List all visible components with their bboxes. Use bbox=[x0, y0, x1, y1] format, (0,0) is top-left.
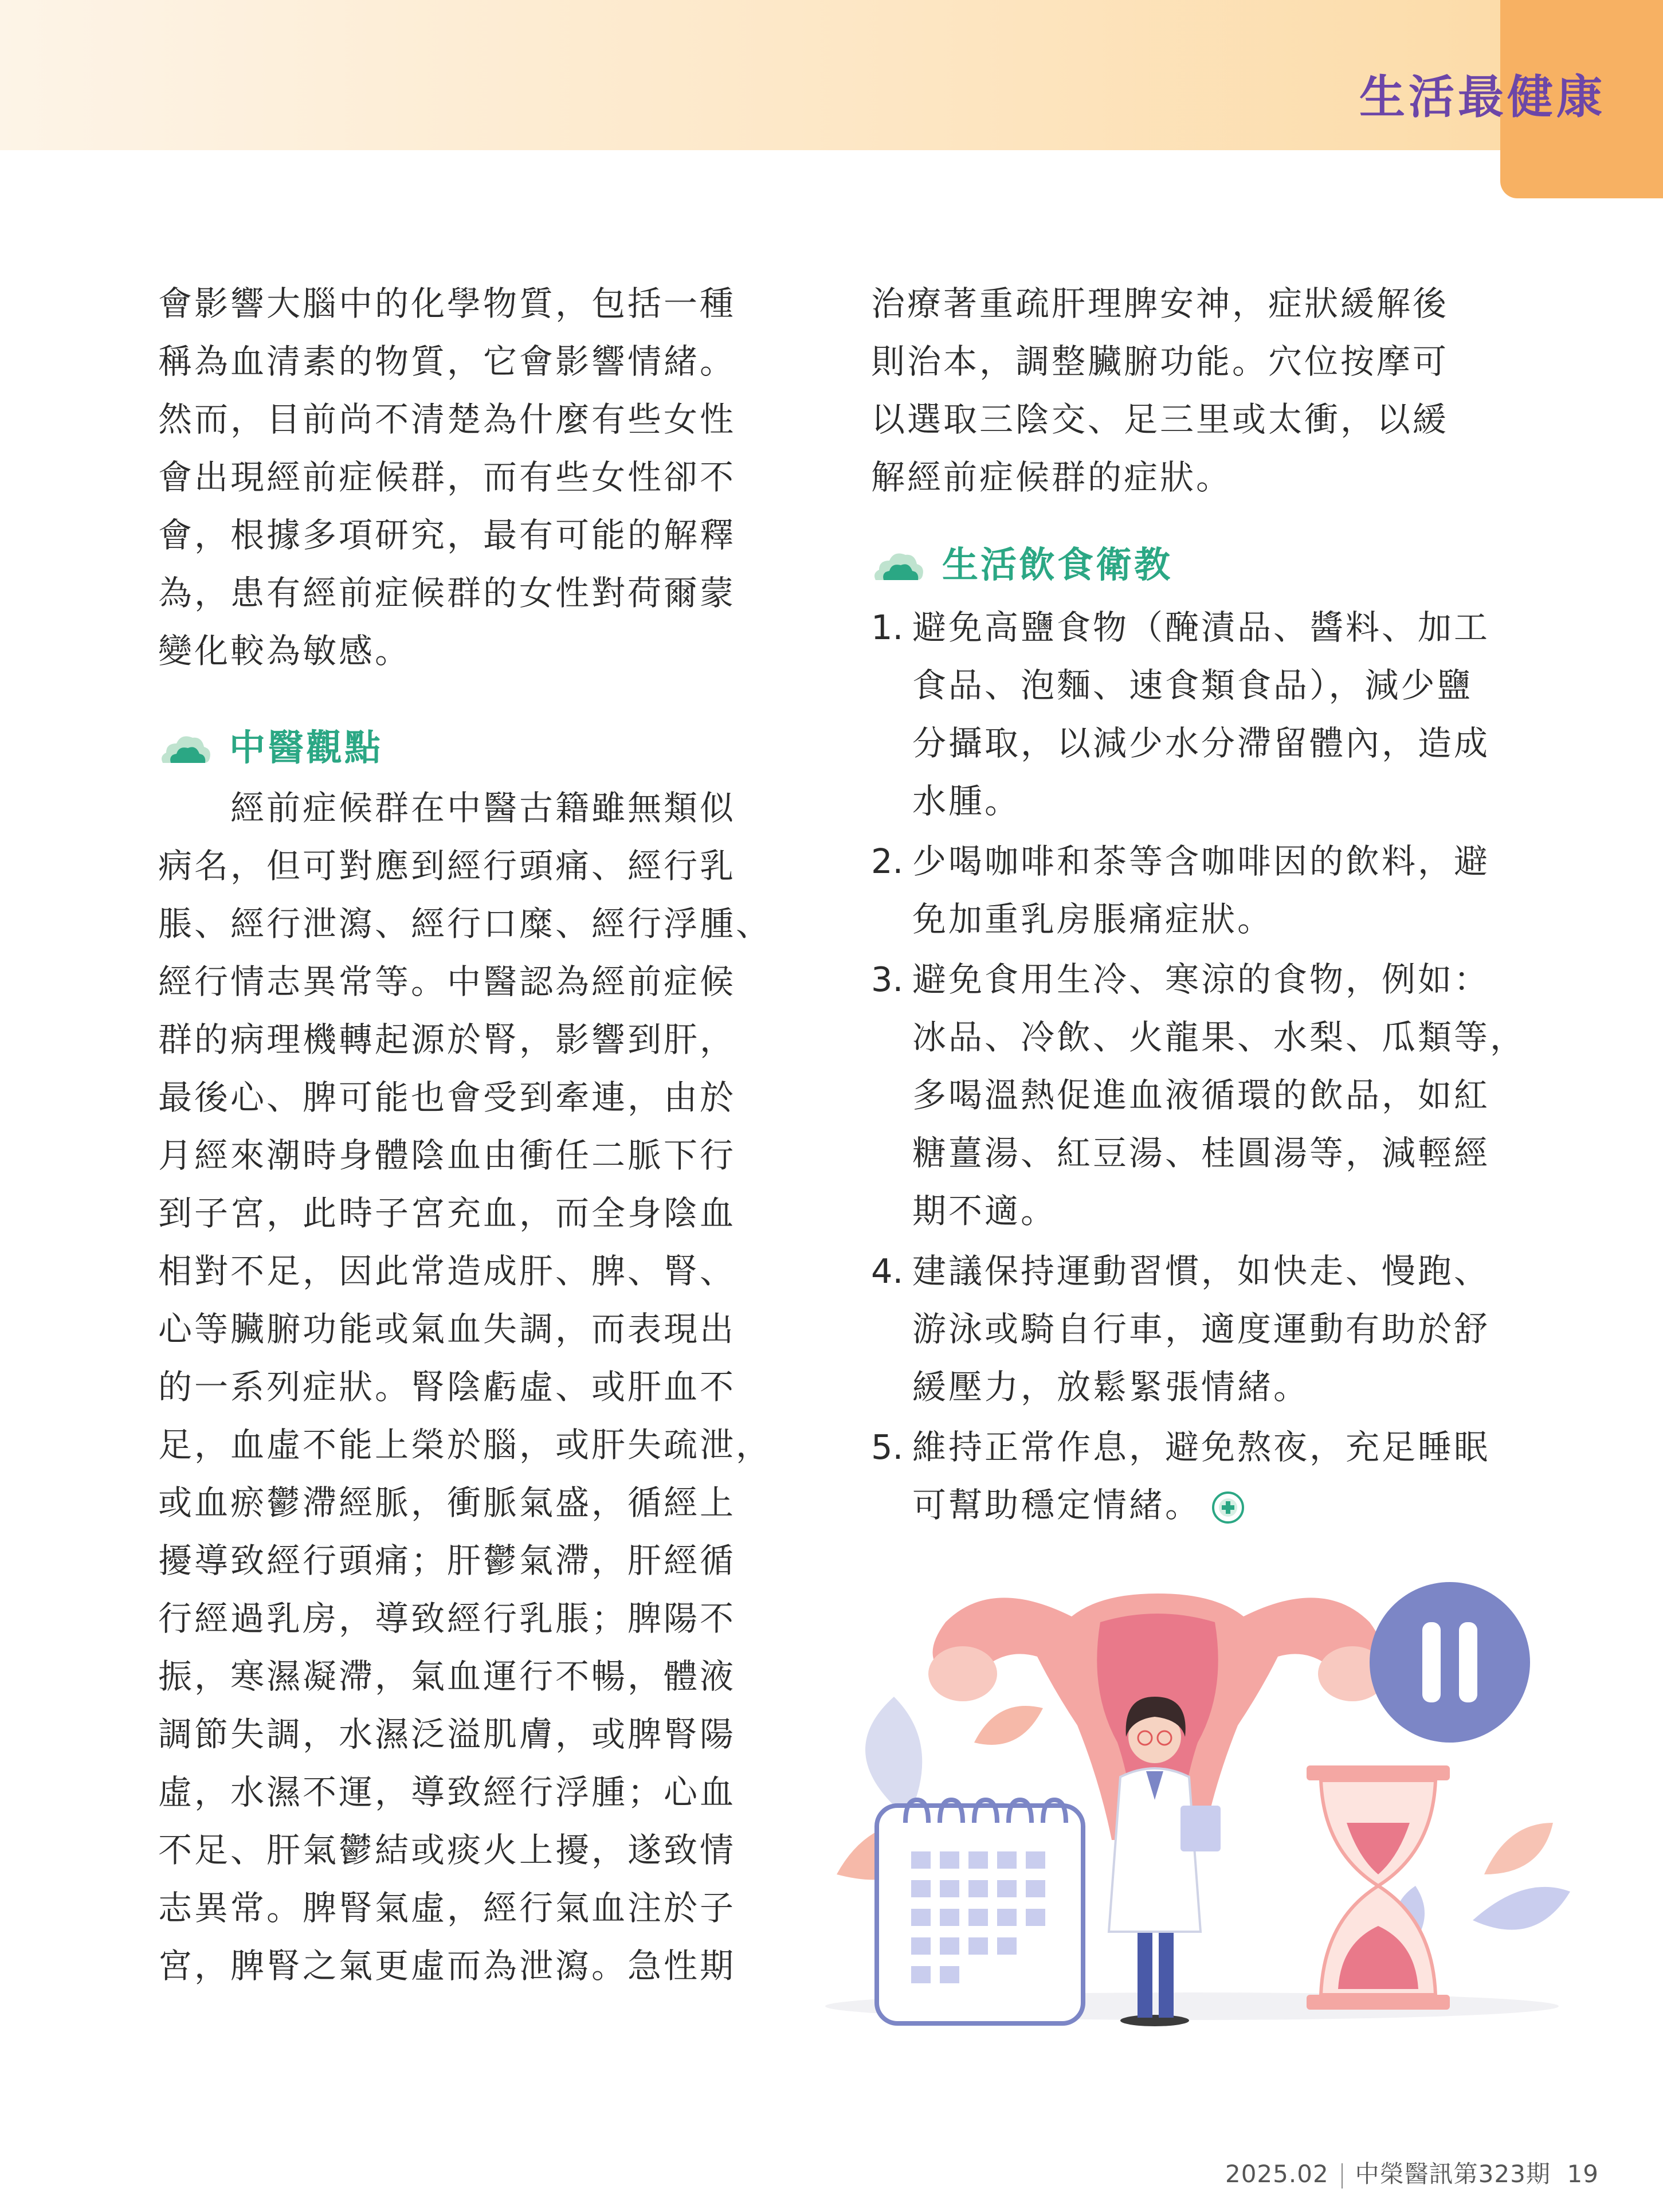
list-item bbox=[871, 950, 1527, 1240]
text-line: 調節失調，水濕泛溢肌膚，或脾腎陽 bbox=[158, 1714, 736, 1754]
list-item-text bbox=[912, 950, 1526, 1240]
text-line: 經前症候群在中醫古籍雖無類似 bbox=[158, 788, 736, 828]
text-line: 水腫。 bbox=[912, 781, 1021, 821]
hourglass-icon bbox=[1307, 1765, 1450, 2010]
text-line: 糖薑湯、紅豆湯、桂圓湯等，減輕經 bbox=[912, 1133, 1491, 1173]
text-line: 群的病理機轉起源於腎，影響到肝， bbox=[158, 1020, 736, 1059]
list-item-text bbox=[912, 832, 1490, 948]
section-title: 生活最健康 bbox=[1359, 71, 1606, 124]
text-line: 食品、泡麵、速食類食品），減少鹽 bbox=[912, 665, 1473, 705]
list-item bbox=[871, 832, 1513, 948]
text-line: 避免食用生冷、寒涼的食物，例如： bbox=[912, 960, 1491, 999]
continuation-paragraph bbox=[871, 275, 1513, 506]
text-line: 志異常。脾腎氣虛，經行氣血注於子 bbox=[158, 1888, 736, 1928]
page-number: 19 bbox=[1567, 2160, 1599, 2188]
list-item-number: 5. bbox=[871, 1427, 904, 1467]
text-line: 會，根據多項研究，最有可能的解釋 bbox=[158, 515, 736, 555]
text-line: 免加重乳房脹痛症狀。 bbox=[912, 899, 1274, 939]
text-line: 以選取三陰交、足三里或太衝，以緩 bbox=[871, 400, 1449, 439]
list-item-text bbox=[912, 1418, 1490, 1534]
text-line: 維持正常作息，避免熬夜，充足睡眠 bbox=[912, 1427, 1491, 1467]
text-line: 足，血虛不能上榮於腦，或肝失疏泄， bbox=[158, 1425, 772, 1465]
text-line: 建議保持運動習慣，如快走、慢跑、 bbox=[912, 1251, 1491, 1291]
text-line: 冰品、冷飲、火龍果、水梨、瓜類等， bbox=[912, 1017, 1527, 1057]
text-line: 多喝溫熱促進血液循環的飲品，如紅 bbox=[912, 1075, 1491, 1115]
right-column bbox=[871, 275, 1527, 1536]
text-line: 虛，水濕不運，導致經行浮腫；心血 bbox=[158, 1772, 736, 1812]
text-line: 然而，目前尚不清楚為什麼有些女性 bbox=[158, 400, 736, 439]
text-line: 最後心、脾可能也會受到牽連，由於 bbox=[158, 1078, 736, 1117]
footer-journal: 中榮醫訊第323期 bbox=[1355, 2160, 1551, 2188]
intro-paragraph bbox=[158, 275, 800, 680]
text-line: 則治本，調整臟腑功能。穴位按摩可 bbox=[871, 342, 1449, 381]
text-line: 宮，脾腎之氣更虛而為泄瀉。急性期 bbox=[158, 1946, 736, 1986]
list-item-number: 2. bbox=[871, 841, 904, 881]
text-line: 或血瘀鬱滯經脈，衝脈氣盛，循經上 bbox=[158, 1483, 736, 1522]
text-line: 病名，但可對應到經行頭痛、經行乳 bbox=[158, 846, 736, 886]
calendar-icon bbox=[877, 1800, 1083, 2023]
pause-icon bbox=[1370, 1582, 1530, 1743]
text-line: 稱為血清素的物質，它會影響情緒。 bbox=[158, 342, 736, 381]
cloud-icon bbox=[158, 730, 212, 766]
list-item bbox=[871, 598, 1513, 830]
list-item-number: 4. bbox=[871, 1251, 904, 1291]
text-line: 少喝咖啡和茶等含咖啡因的飲料，避 bbox=[912, 841, 1491, 881]
list-item-number: 1. bbox=[871, 608, 904, 647]
text-line: 脹、經行泄瀉、經行口糜、經行浮腫、 bbox=[158, 904, 772, 943]
text-line: 緩壓力，放鬆緊張情緒。 bbox=[912, 1367, 1310, 1407]
text-line: 月經來潮時身體陰血由衝任二脈下行 bbox=[158, 1136, 736, 1175]
text-line: 不足、肝氣鬱結或痰火上擾，遂致情 bbox=[158, 1830, 736, 1870]
text-line: 為，患有經前症候群的女性對荷爾蒙 bbox=[158, 573, 736, 613]
list-item bbox=[871, 1418, 1513, 1534]
text-line: 會影響大腦中的化學物質，包括一種 bbox=[158, 284, 736, 323]
left-column bbox=[158, 275, 800, 1995]
text-line: 期不適。 bbox=[912, 1191, 1057, 1231]
text-line: 行經過乳房，導致經行乳脹；脾陽不 bbox=[158, 1599, 736, 1638]
illustration-doctor-uterus bbox=[802, 1553, 1582, 2035]
section-heading-lifestyle bbox=[871, 536, 1513, 594]
text-line: 治療著重疏肝理脾安神，症狀緩解後 bbox=[871, 284, 1449, 323]
footer-issue: 2025.02 bbox=[1225, 2160, 1329, 2188]
text-line: 振，寒濕凝滯，氣血運行不暢，體液 bbox=[158, 1657, 736, 1696]
text-line: 避免高鹽食物（醃漬品、醬料、加工 bbox=[912, 608, 1491, 647]
list-item bbox=[871, 1242, 1513, 1416]
section-heading-label: 生活飲食衛教 bbox=[942, 544, 1172, 586]
text-line: 到子宮，此時子宮充血，而全身陰血 bbox=[158, 1193, 736, 1233]
cloud-icon bbox=[871, 547, 925, 584]
list-item-number: 3. bbox=[871, 960, 904, 999]
diet-advice-list bbox=[871, 598, 1527, 1534]
text-line: 相對不足，因此常造成肝、脾、腎、 bbox=[158, 1251, 736, 1291]
footer-divider bbox=[1342, 2163, 1343, 2188]
tcm-paragraph bbox=[158, 779, 800, 1995]
page-footer bbox=[1225, 2155, 1599, 2190]
hospital-seal-icon bbox=[1211, 1491, 1245, 1524]
section-heading-label: 中醫觀點 bbox=[229, 727, 383, 769]
text-line: 經行情志異常等。中醫認為經前症候 bbox=[158, 962, 736, 1001]
text-line: 可幫助穩定情緒。 bbox=[912, 1476, 1490, 1534]
text-line: 變化較為敏感。 bbox=[158, 631, 411, 671]
list-item-text bbox=[912, 1242, 1490, 1416]
list-item-text bbox=[912, 598, 1490, 830]
section-heading-tcm bbox=[158, 719, 800, 777]
text-line: 解經前症候群的症狀。 bbox=[871, 457, 1233, 497]
text-line: 游泳或騎自行車，適度運動有助於舒 bbox=[912, 1309, 1491, 1349]
text-line: 分攝取，以減少水分滯留體內，造成 bbox=[912, 723, 1491, 763]
text-line: 的一系列症狀。腎陰虧虛、或肝血不 bbox=[158, 1367, 736, 1407]
text-line: 會出現經前症候群，而有些女性卻不 bbox=[158, 457, 736, 497]
text-line: 心等臟腑功能或氣血失調，而表現出 bbox=[158, 1309, 736, 1349]
text-line: 擾導致經行頭痛；肝鬱氣滯，肝經循 bbox=[158, 1541, 736, 1580]
